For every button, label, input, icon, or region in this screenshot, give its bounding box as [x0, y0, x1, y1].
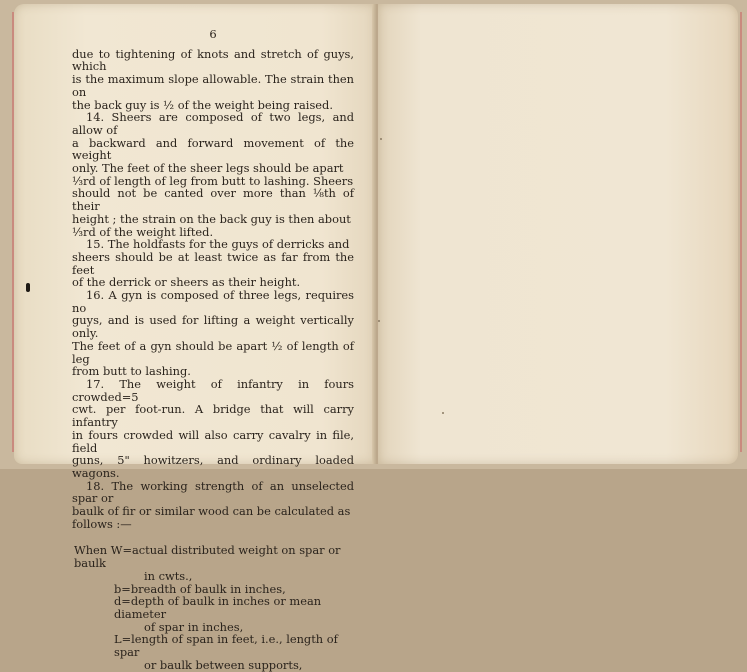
text-line: due to tightening of knots and stretch of guys, which — [72, 46, 354, 74]
text-line: is the maximum slope allowable. The strain then on — [72, 72, 354, 99]
text-line: sheers should be at least twice as far from the feet — [72, 249, 354, 277]
definition-line: b=breadth of baulk in inches, — [114, 581, 286, 596]
paper-speck — [442, 412, 444, 414]
text-line: The feet of a gyn should be apart ½ of length of leg — [72, 338, 354, 366]
text-line: cwt. per foot-run. A bridge that will carry infantry — [72, 402, 354, 430]
text-line: 16. A gyn is composed of three legs, requires no — [72, 288, 354, 315]
definition-line: L=length of span in feet, i.e., length of spar — [114, 632, 338, 660]
left-page-text — [72, 28, 354, 671]
text-line: only. The feet of the sheer legs should be apart — [72, 161, 344, 176]
paper-speck — [378, 320, 380, 322]
text-line: 15. The holdfasts for the guys of derricks and — [86, 237, 350, 252]
page-edge-right — [740, 12, 742, 452]
text-line: should not be canted over more than ⅛th of their — [72, 186, 354, 214]
text-line: a backward and forward movement of the weight — [72, 135, 354, 163]
text-line: the back guy is ½ of the weight being raised. — [72, 97, 333, 112]
text-line: ⅓rd of length of leg from butt to lashing. Sheers — [72, 173, 354, 188]
text-line: 14. Sheers are composed of two legs, and allow of — [72, 110, 354, 137]
text-line: baulk of fir or similar wood can be calculated as — [72, 504, 351, 519]
text-line: from butt to lashing. — [72, 364, 191, 379]
definition-line: d=depth of baulk in inches or mean diameter — [114, 594, 322, 621]
definition-line: in cwts., — [144, 568, 193, 583]
paper-speck — [380, 138, 382, 140]
text-line: height ; the strain on the back guy is then about — [72, 211, 351, 226]
right-page-blank — [378, 4, 738, 464]
ink-blot — [26, 283, 30, 292]
definition-line: or baulk between supports, — [144, 657, 303, 672]
text-line: 18. The working strength of an unselected spar or — [72, 478, 354, 506]
text-line: in fours crowded will also carry cavalry in file, field — [72, 427, 354, 455]
text-line: follows :— — [72, 516, 132, 531]
definition-line: When W=actual distributed weight on spar or baulk — [74, 543, 341, 571]
text-line: guys, and is used for lifting a weight vertically only. — [72, 313, 354, 341]
text-line: 17. The weight of infantry in fours crowded=5 — [72, 376, 354, 404]
text-line: guns, 5" howitzers, and ordinary loaded wagons. — [72, 453, 354, 480]
left-page — [14, 4, 376, 672]
text-line: ⅓rd of the weight lifted. — [72, 224, 214, 239]
text-line: of the derrick or sheers as their height. — [72, 275, 301, 290]
definition-line: of spar in inches, — [144, 619, 244, 634]
page-number: 6 — [209, 27, 217, 41]
